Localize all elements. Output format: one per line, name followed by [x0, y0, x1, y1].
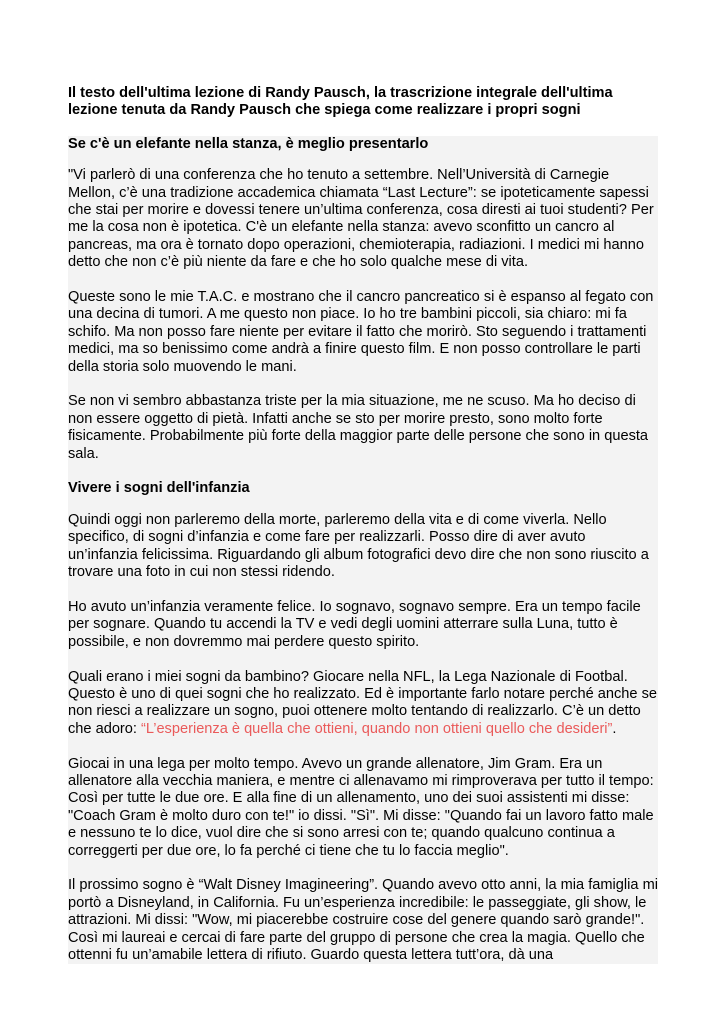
paragraph-with-quote	[68, 669, 658, 756]
paragraph: Il prossimo sogno è “Walt Disney Imagineering”. Quando avevo otto anni, la mia famiglia mi portò a Disneyland, in California. Fu un’esperienza incredibile: le passeggiate, gli show, le attrazioni. Mi dissi: "Wow, mi piacerebbe costruire cose del genere quando sarò grande!". Così mi laureai e cercai di fare parte del gruppo di persone che crea la magia. Quello che ottenni fu un’amabile lettera di rifiuto. Guardo questa lettera tutt’ora, dà una	[68, 877, 658, 963]
highlighted-quote: “L’esperienza è quella che ottieni, quando non ottieni quello che desideri”	[141, 720, 613, 737]
paragraph: Ho avuto un’infanzia veramente felice. Io sognavo, sognavo sempre. Era un tempo facile per sognare. Quando tu accendi la TV e vedi degli uomini atterrare sulla Luna, tutto è possibile, e non dovremmo mai perdere questo spirito.	[68, 598, 641, 650]
quote-trailing-text: .	[612, 720, 617, 737]
paragraph: Giocai in una lega per molto tempo. Avevo un grande allenatore, Jim Gram. Era un allenatore alla vecchia maniera, e mentre ci allenavamo mi rimproverava per tutto il tempo: Così per tutte le due ore. E alla fine di un allenamento, uno dei suoi assistenti mi disse: "Coach Gram è molto duro con te!" io dissi. "Sì". Mi disse: "Quando fai un lavoro fatto male e nessuno te lo dice, vuol dire che si sono arresi con te; quando qualcuno continua a correggerti per due ore, lo fa perché ci tiene che tu lo faccia meglio".	[68, 755, 654, 859]
document-page	[68, 85, 658, 964]
quote-lead-text: Quali erano i miei sogni da bambino? Giocare nella NFL, la Lega Nazionale di Footbal. Questo è uno di quei sogni che ho realizzato. Ed è importante farlo notare perché anche se non riesci a realizzare un sogno, puoi ottenere molto tentando di realizzarlo. C’è un detto che adoro:	[68, 668, 657, 737]
paragraph: Se non vi sembro abbastanza triste per la mia situazione, me ne scuso. Ma ho deciso di non essere oggetto di pietà. Infatti anche se sto per morire presto, sono molto forte fisicamente. Probabilmente più forte della maggior parte delle persone che sono in questa sala.	[68, 393, 649, 462]
paragraph: Queste sono le mie T.A.C. e mostrano che il cancro pancreatico si è espanso al fegato con una decina di tumori. A me questo non piace. Io ho tre bambini piccoli, sia chiaro: mi fa schifo. Ma non posso fare niente per evitare il fatto che morirò. Sto seguendo i trattamenti medici, ma so benissimo come andrà a finire questo film. E non posso controllare le parti della storia solo muovendo le mani.	[68, 289, 654, 375]
section-heading-sogni: Vivere i sogni dell'infanzia	[68, 480, 250, 497]
paragraph: Quindi oggi non parleremo della morte, parleremo della vita e di come viverla. Nello specifico, di sogni d’infanzia e come fare per realizzarli. Posso dire di aver avuto un’infanzia felicissima. Riguardando gli album fotografici devo dire che non sono riuscito a trovare una foto in cui non stessi ridendo.	[68, 511, 649, 581]
section-heading-elefante: Se c'è un elefante nella stanza, è meglio presentarlo	[68, 135, 429, 152]
document-body	[68, 136, 658, 965]
paragraph: "Vi parlerò di una conferenza che ho tenuto a settembre. Nell’Università di Carnegie Mellon, c’è una tradizione accademica chiamata “Last Lecture”: se ipoteticamente sapessi che stai per morire e dovessi tenere un’ultima conferenza, cosa diresti ai tuoi studenti? Per me la cosa non è ipotetica. C'è un elefante nella stanza: avevo sconfitto un cancro al pancreas, ma ora è tornato dopo operazioni, chemioterapia, radiazioni. I medici mi hanno detto che non c’è più niente da fare e che ho solo qualche mese di vita.	[68, 167, 654, 271]
document-title: Il testo dell'ultima lezione di Randy Pausch, la trascrizione integrale dell'ultima lezione tenuta da Randy Pausch che spiega come realizzare i propri sogni	[68, 85, 613, 119]
